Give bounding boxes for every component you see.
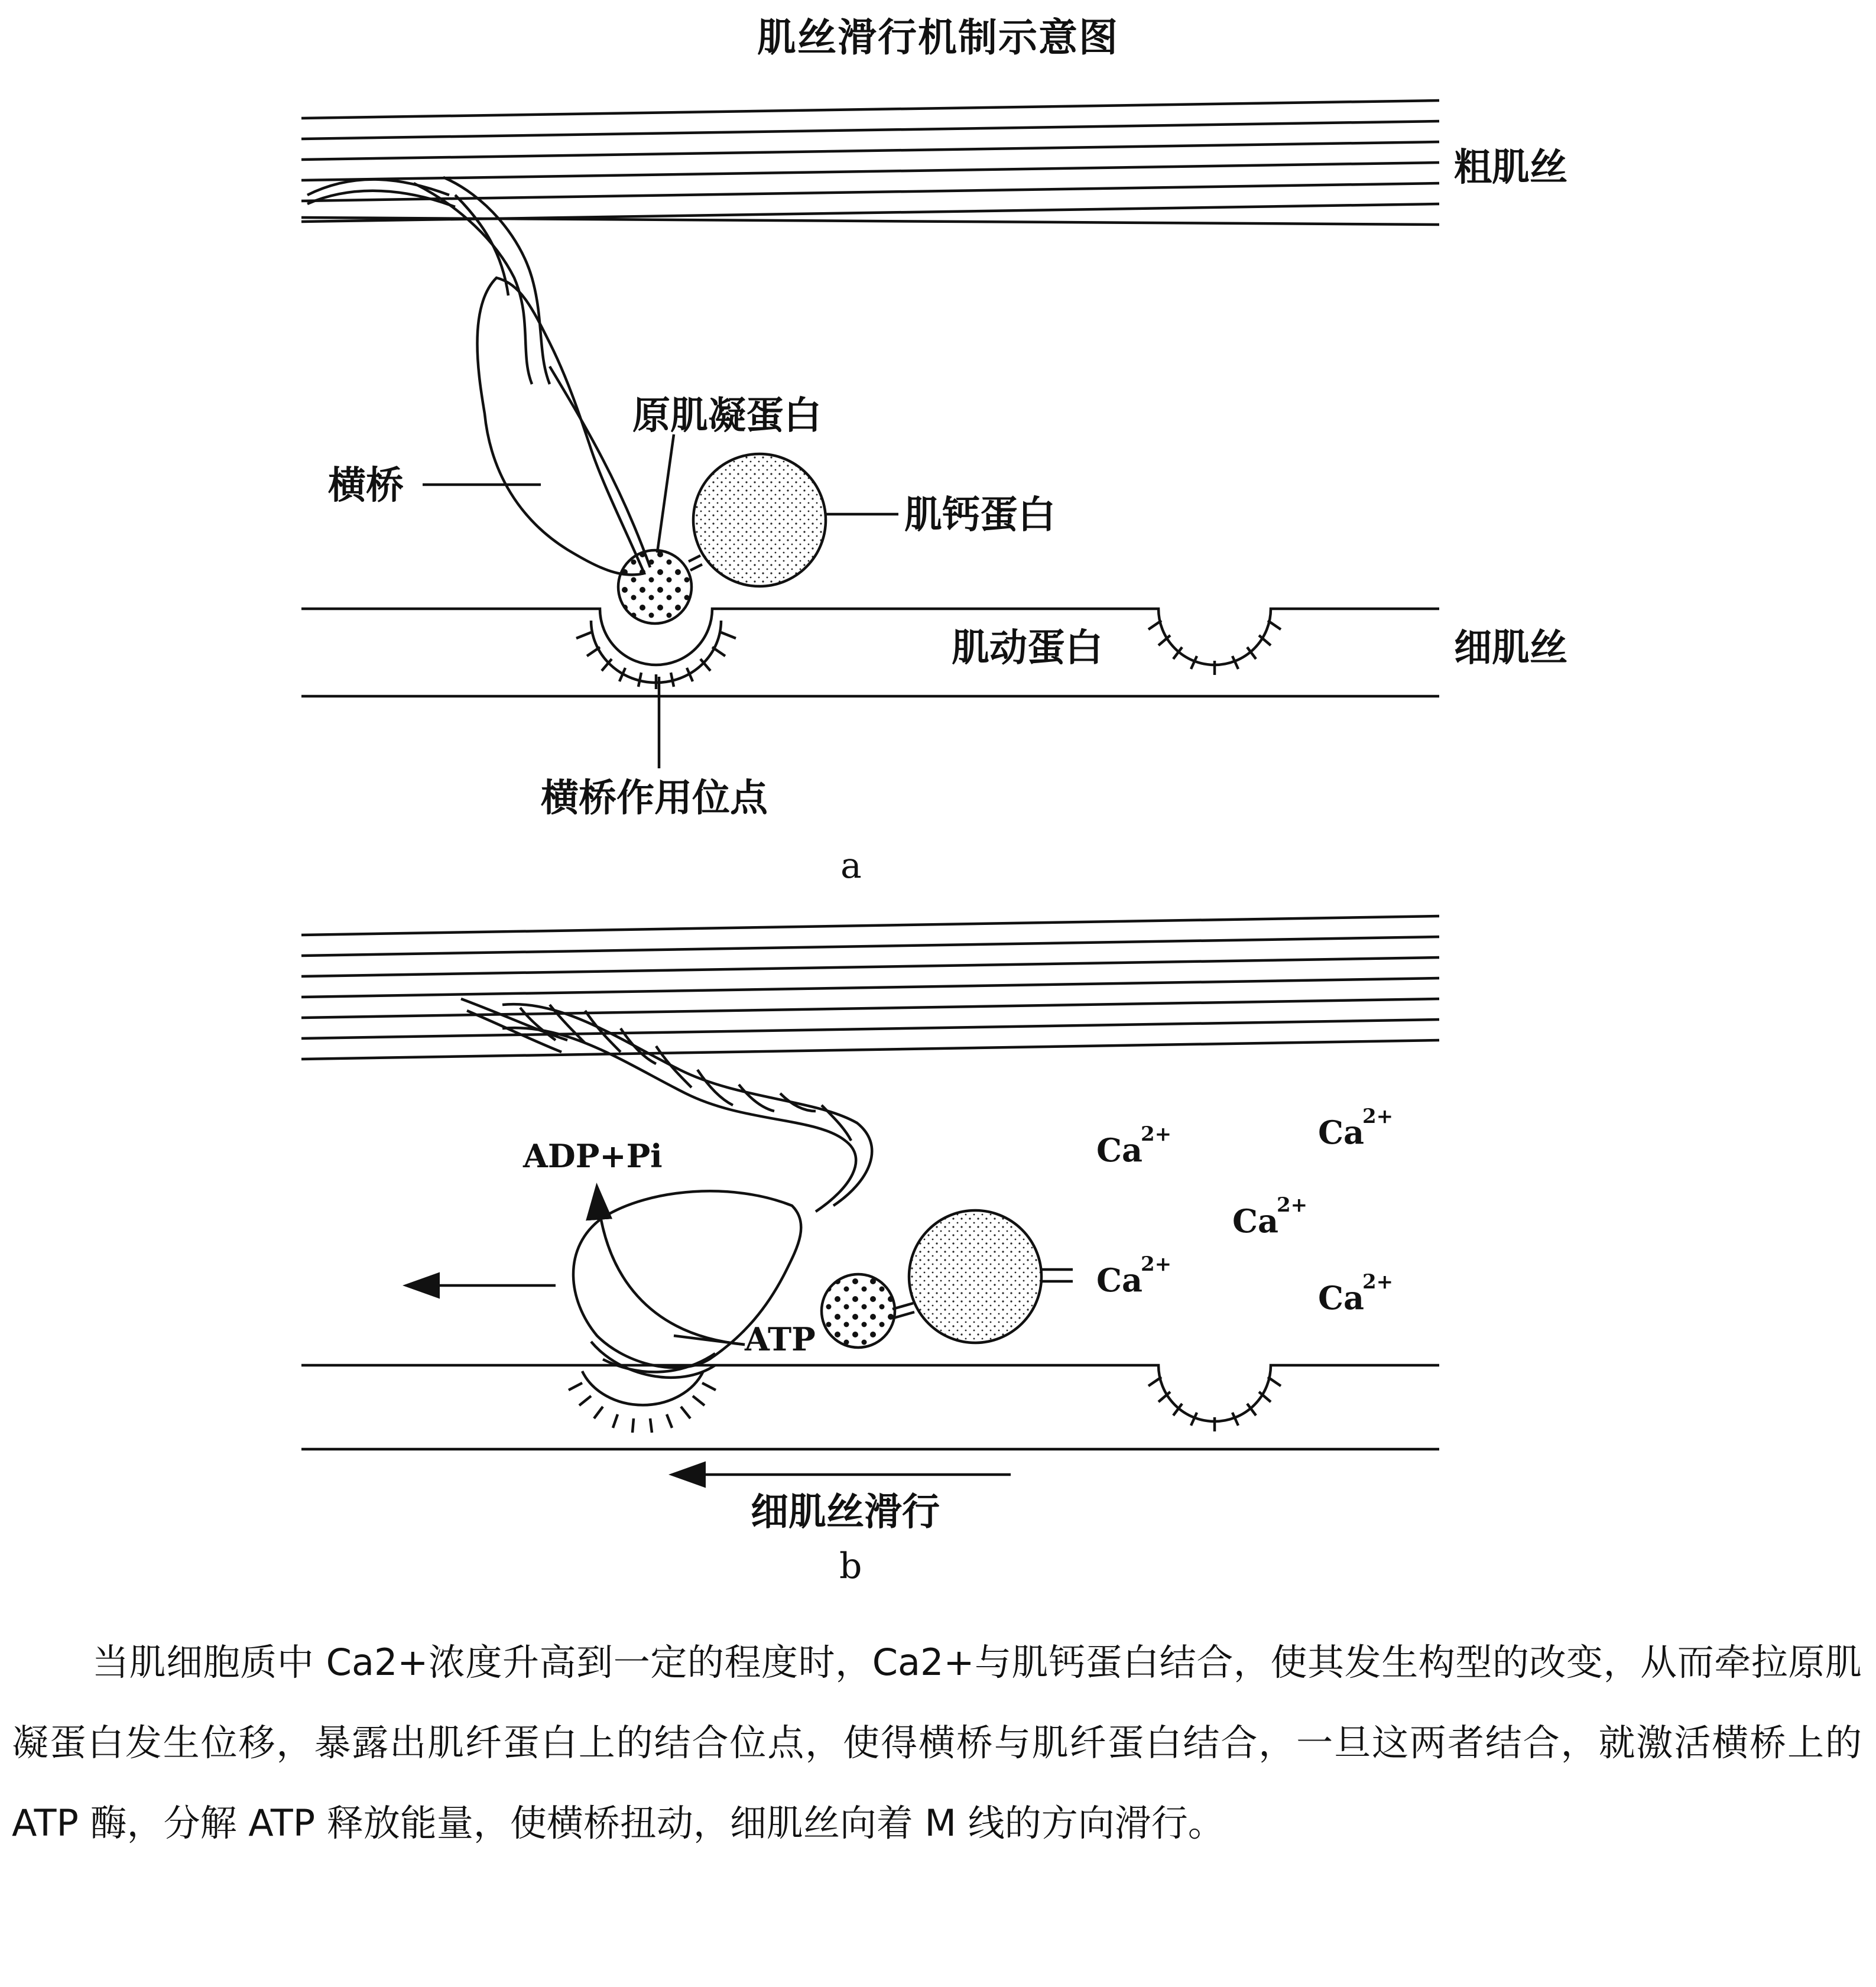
binding-site-b — [569, 1371, 716, 1433]
calcium-ion-3 — [1232, 1193, 1307, 1240]
explanation-paragraph: 当肌细胞质中 Ca2+浓度升高到一定的程度时，Ca2+与肌钙蛋白结合，使其发生构型的改变，从而牵拉原肌凝蛋白发生位移，暴露出肌纤蛋白上的结合位点，使得横桥与肌纤蛋白结合，一旦这两者结合，就激活横桥上的 ATP 酶，分解 ATP 释放能量，使横桥扭动，细肌丝向着 M 线的方向滑行。 — [12, 1641, 1862, 1845]
svg-text:Ca: Ca — [1096, 1131, 1143, 1169]
label-tropomyosin: 原肌凝蛋白 — [632, 394, 822, 438]
thick-filament — [301, 100, 1439, 225]
panel-b — [301, 916, 1439, 1587]
label-thin-filament: 细肌丝 — [1454, 626, 1567, 670]
tropomyosin-ball-b — [822, 1274, 895, 1348]
label-atp: ATP — [745, 1320, 816, 1358]
calcium-ion-2 — [1318, 1105, 1393, 1151]
tropomyosin-ball — [618, 550, 692, 624]
panel-a — [301, 100, 1567, 887]
diagram-title: 肌丝滑行机制示意图 — [757, 15, 1119, 60]
troponin-ball — [693, 454, 826, 586]
svg-text:2+: 2+ — [1362, 1270, 1394, 1294]
svg-text:Ca: Ca — [1096, 1261, 1143, 1299]
binding-site-b2 — [1148, 1377, 1281, 1431]
label-cross-bridge: 横桥 — [328, 464, 404, 508]
svg-text:2+: 2+ — [1141, 1122, 1172, 1146]
caption-a: a — [840, 845, 862, 887]
svg-text:Ca: Ca — [1318, 1279, 1364, 1317]
thick-filament-b — [301, 916, 1439, 1059]
svg-text:2+: 2+ — [1141, 1252, 1172, 1276]
calcium-ion-5 — [1318, 1270, 1393, 1317]
calcium-ion-1 — [1096, 1122, 1171, 1169]
cross-bridge-neck — [307, 177, 550, 384]
troponin-ball-b — [909, 1210, 1041, 1343]
label-adp-pi: ADP+Pi — [523, 1137, 663, 1175]
label-actin: 肌动蛋白 — [952, 626, 1103, 670]
calcium-ion-4 — [1096, 1252, 1171, 1299]
caption-b: b — [839, 1546, 862, 1587]
svg-text:2+: 2+ — [1362, 1105, 1394, 1128]
svg-text:2+: 2+ — [1277, 1193, 1308, 1217]
label-thick-filament: 粗肌丝 — [1454, 146, 1567, 190]
label-binding-site: 横桥作用位点 — [541, 777, 768, 820]
label-sliding: 细肌丝滑行 — [751, 1491, 940, 1534]
cross-bridge-head — [478, 278, 645, 575]
binding-site-a2 — [1148, 621, 1281, 675]
label-troponin: 肌钙蛋白 — [904, 493, 1056, 537]
svg-text:Ca: Ca — [1318, 1113, 1364, 1151]
binding-site-a — [576, 621, 736, 689]
svg-text:Ca: Ca — [1232, 1202, 1278, 1240]
